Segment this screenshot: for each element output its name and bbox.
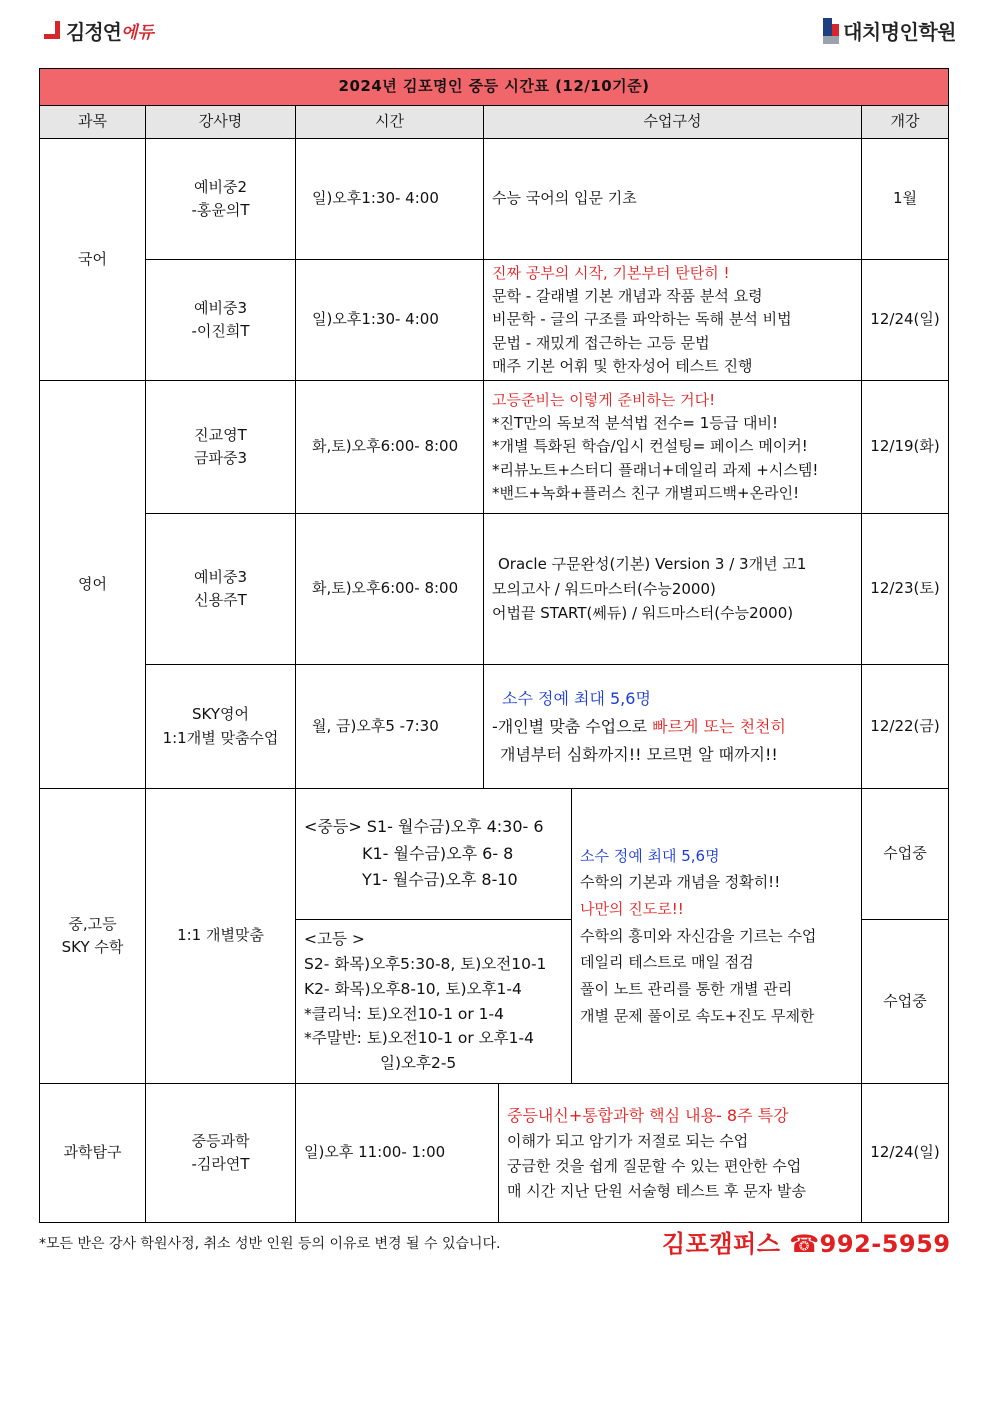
start-cell: 12/23(토)	[862, 514, 949, 665]
subject-korean: 국어	[40, 139, 146, 381]
start-cell: 수업중	[862, 920, 949, 1084]
table-row	[40, 381, 949, 514]
curriculum-cell: 소수 정예 최대 5,6명 수학의 기본과 개념을 정확히!! 나만의 진도로!! 수학의 흥미와 자신감을 기르는 수업 데일리 테스트로 매일 점검 풀이 노트 관리를 통한 개별 관리 개별 문제 풀이로 속도+진도 무제한	[572, 789, 862, 1084]
start-cell: 12/24(일)	[862, 260, 949, 381]
col-header-start: 개강	[862, 106, 949, 139]
curriculum-cell: 고등준비는 이렇게 준비하는 거다! *진T만의 독보적 분석법 전수= 1등급 대비! *개별 특화된 학습/입시 컨설팅= 페이스 메이커! *리뷰노트+스터디 플래너+데일리 과제 +시스템! *밴드+녹화+플러스 친구 개별피드백+온라인!	[484, 381, 862, 514]
time-cell: 일)오후1:30- 4:00	[296, 260, 484, 381]
table-row	[40, 514, 949, 665]
col-header-teacher: 강사명	[146, 106, 296, 139]
curriculum-cell: 진짜 공부의 시작, 기본부터 탄탄히 ! 문학 - 갈래별 기본 개념과 작품 분석 요령 비문학 - 글의 구조를 파악하는 독해 분석 비법 문법 - 재밌게 접근하는 고등 문법 매주 기본 어휘 및 한자성어 테스트 진행	[484, 260, 862, 381]
time-cell: 월, 금)오후5 -7:30	[296, 665, 484, 789]
table-row	[40, 789, 949, 920]
logo-right-name: 대치명인학원	[843, 20, 956, 44]
table-row	[40, 1084, 949, 1223]
teacher-cell: 1:1 개별맞춤	[146, 789, 296, 1084]
campus-contact: 김포캠퍼스 ☎992-5959	[662, 1230, 951, 1258]
curriculum-cell: 소수 정예 최대 5,6명 -개인별 맞춤 수업으로 빠르게 또는 천천히 개념부터 심화까지!! 모르면 알 때까지!!	[484, 665, 862, 789]
logo-mark-icon	[44, 19, 64, 43]
subject-math: 중,고등 SKY 수학	[40, 789, 146, 1084]
table-row	[40, 139, 949, 260]
academy-mark-icon	[823, 18, 839, 44]
time-cell: 일)오후 11:00- 1:00	[296, 1084, 499, 1223]
kimjungyeon-edu-logo	[44, 16, 154, 45]
start-cell: 12/24(일)	[862, 1084, 949, 1223]
teacher-cell: 예비중2 -홍윤의T	[146, 139, 296, 260]
teacher-cell: 예비중3 -이진희T	[146, 260, 296, 381]
high-time-cell: <고등 > S2- 화목)오후5:30-8, 토)오전10-1 K2- 화목)오후8-10, 토)오후1-4 *클리닉: 토)오전10-1 or 1-4 *주말반: 토)오전10-1 or 오후1-4 일)오후2-5	[296, 920, 572, 1084]
table-row	[40, 665, 949, 789]
col-header-subject: 과목	[40, 106, 146, 139]
start-cell: 12/19(화)	[862, 381, 949, 514]
logo-left-edu: 에듀	[120, 23, 154, 43]
page-title: 2024년 김포명인 중등 시간표 (12/10기준)	[40, 69, 949, 106]
teacher-cell: 예비중3 신용주T	[146, 514, 296, 665]
teacher-cell: 진교영T 금파중3	[146, 381, 296, 514]
subject-science: 과학탐구	[40, 1084, 146, 1223]
table-row	[40, 260, 949, 381]
footnote: *모든 반은 강사 학원사정, 취소 성반 인원 등의 이유로 변경 될 수 있습니다.	[39, 1236, 501, 1252]
subject-english: 영어	[40, 381, 146, 789]
time-cell: 일)오후1:30- 4:00	[296, 139, 484, 260]
start-cell: 1월	[862, 139, 949, 260]
col-header-curriculum: 수업구성	[484, 106, 862, 139]
curriculum-cell: Oracle 구문완성(기본) Version 3 / 3개년 고1 모의고사 / 워드마스터(수능2000) 어법끝 START(쎄듀) / 워드마스터(수능2000)	[484, 514, 862, 665]
curriculum-cell: 중등내신+통합과학 핵심 내용- 8주 특강 이해가 되고 암기가 저절로 되는 수업 궁금한 것을 쉽게 질문할 수 있는 편안한 수업 매 시간 지난 단원 서술형 테스트 후 문자 발송	[499, 1084, 862, 1223]
middle-time-cell: <중등> S1- 월수금)오후 4:30- 6 K1- 월수금)오후 6- 8 Y1- 월수금)오후 8-10	[296, 789, 572, 920]
time-cell: 화,토)오후6:00- 8:00	[296, 381, 484, 514]
teacher-cell: 중등과학 -김라연T	[146, 1084, 296, 1223]
teacher-cell: SKY영어 1:1개별 맞춤수업	[146, 665, 296, 789]
col-header-time: 시간	[296, 106, 484, 139]
start-cell: 12/22(금)	[862, 665, 949, 789]
curriculum-cell: 수능 국어의 입문 기초	[484, 139, 862, 260]
time-cell: 화,토)오후6:00- 8:00	[296, 514, 484, 665]
logo-left-name: 김정연	[66, 20, 121, 44]
daechi-myungin-logo	[823, 16, 956, 45]
timetable	[39, 68, 949, 1223]
start-cell: 수업중	[862, 789, 949, 920]
